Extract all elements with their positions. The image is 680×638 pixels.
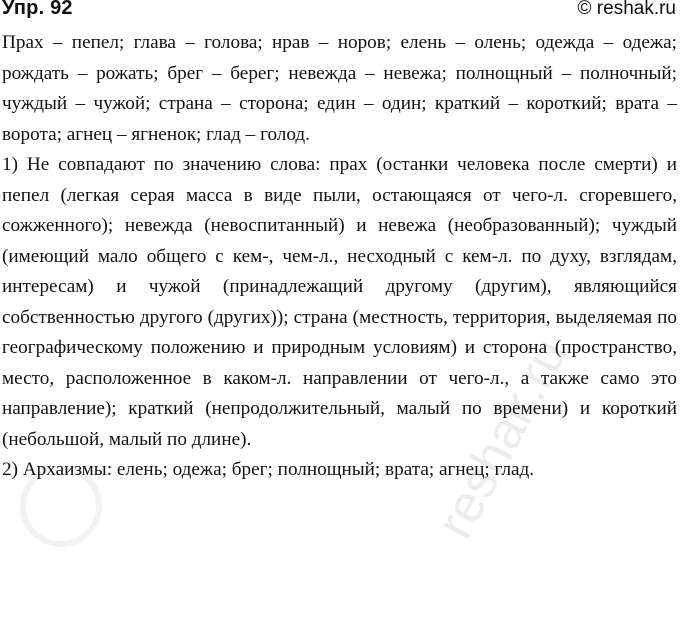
point-2-paragraph: 2) Архаизмы: елень; одежа; брег; полнощный; врата; агнец; глад.	[2, 459, 535, 480]
point-1-paragraph: 1) Не совпадают по значению слова: прах (останки человека после смерти) и пепел (легкая серая масса в виде пыли, остающаяся от чего-л. сгоревшего, сожженного); невежда (невоспитанный) и невежа (необразованный); чуждый (имеющий мало общего с кем-, чем-л., несходный с кем-л. по духу, взглядам, интересам) и чужой (принадлежащий другому (другим), являющийся собственностью другого (других)); страна (местность, территория, выделяемая по географическому положению и природным условиям) и сторона (пространство, место, расположенное в каком-л. направлении от чего-л., а также само это направление); краткий (непродолжительный, малый по времени) и короткий (небольшой, малый по длине).	[2, 154, 677, 450]
page-header	[0, 0, 680, 26]
word-pairs-paragraph: Прах – пепел; глава – голова; нрав – норов; елень – олень; одежда – одежа; рождать – рожать; брег – берег; невежда – невежа; полнощный – полночный; чуждый – чужой; страна – сторона; един – один; краткий – короткий; врата – ворота; агнец – ягненок; глад – голод.	[2, 32, 677, 145]
watermark: reshak.ru	[425, 329, 579, 548]
answer-text	[2, 28, 677, 486]
site-credit: © reshak.ru	[577, 0, 676, 19]
exercise-title: Упр. 92	[2, 0, 73, 19]
